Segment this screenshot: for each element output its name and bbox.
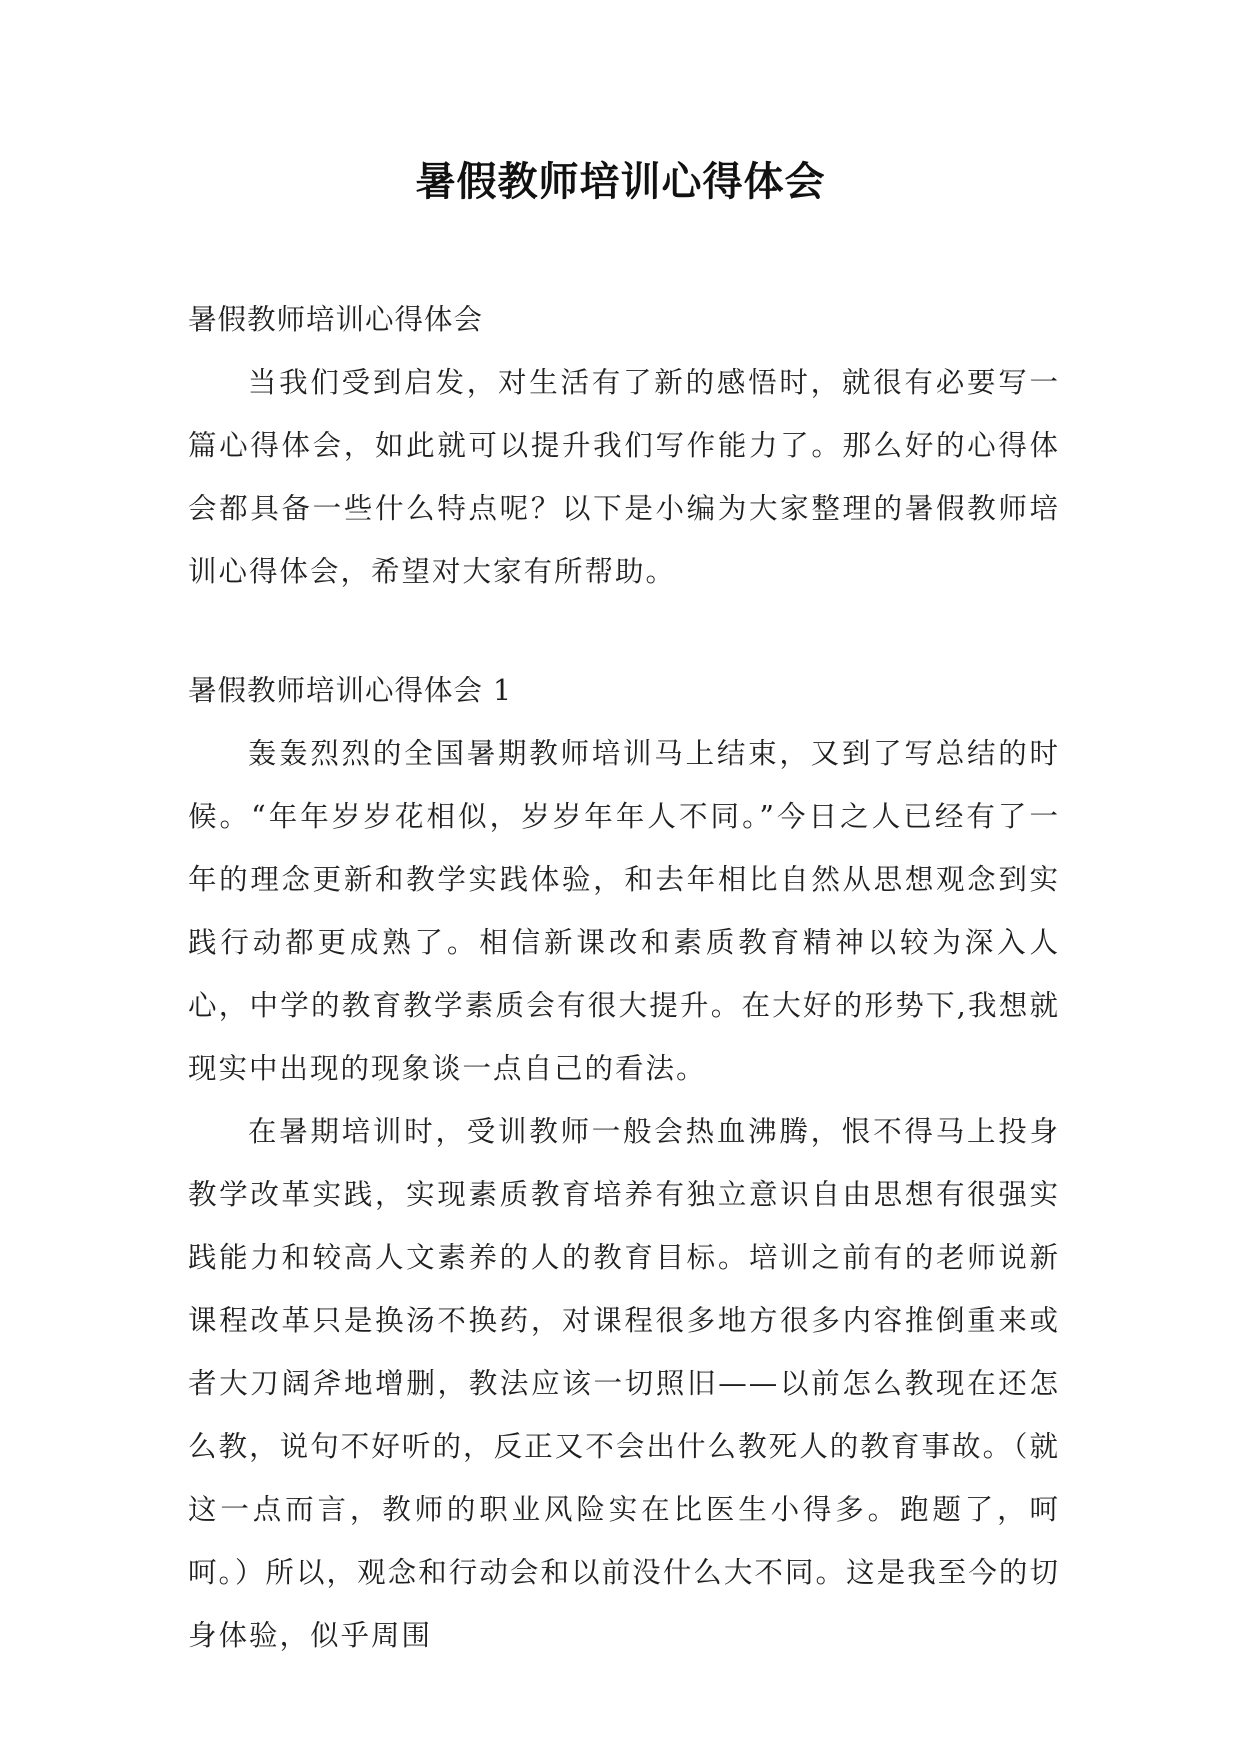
- intro-heading: 暑假教师培训心得体会: [188, 303, 484, 336]
- section-gap: [188, 603, 1060, 659]
- section1-paragraph-2: 在暑期培训时，受训教师一般会热血沸腾，恨不得马上投身教学改革实践，实现素质教育培养有独立意识自由思想有很强实践能力和较高人文素养的人的教育目标。培训之前有的老师说新课程改革只是换汤不换药，对课程很多地方很多内容推倒重来或者大刀阔斧地增删，教法应该一切照旧——以前怎么教现在还怎么教，说句不好听的，反正又不会出什么教死人的教育事故。（就这一点而言，教师的职业风险实在比医生小得多。跑题了，呵呵。）所以，观念和行动会和以前没什么大不同。这是我至今的切身体验，似乎周围: [188, 1115, 1060, 1652]
- section1-heading: 暑假教师培训心得体会 1: [188, 674, 513, 707]
- intro-paragraph: 当我们受到启发，对生活有了新的感悟时，就很有必要写一篇心得体会，如此就可以提升我们写作能力了。那么好的心得体会都具备一些什么特点呢？以下是小编为大家整理的暑假教师培训心得体会，希望对大家有所帮助。: [188, 366, 1060, 588]
- section1-paragraph-1: 轰轰烈烈的全国暑期教师培训马上结束，又到了写总结的时候。“年年岁岁花相似，岁岁年年人不同。”今日之人已经有了一年的理念更新和教学实践体验，和去年相比自然从思想观念到实践行动都更成熟了。相信新课改和素质教育精神以较为深入人心，中学的教育教学素质会有很大提升。在大好的形势下,我想就现实中出现的现象谈一点自己的看法。: [188, 737, 1060, 1085]
- document-title: 暑假教师培训心得体会: [415, 159, 826, 205]
- document-body: [188, 288, 1060, 1667]
